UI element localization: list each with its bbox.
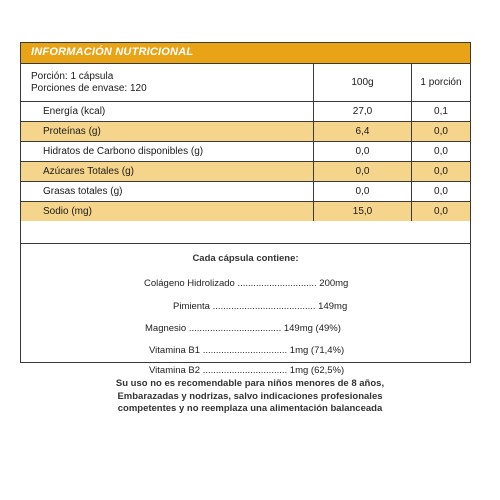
row-label: Hidratos de Carbono disponibles (g) [21,142,314,162]
row-per100: 15,0 [314,202,412,222]
row-label: Proteínas (g) [21,122,314,142]
row-portion: 0,0 [412,142,471,162]
warning-line: Embarazadas y nodrizas, salvo indicaciones profesionales [117,390,383,402]
row-portion: 0,0 [412,122,471,142]
ingredient-line: Colágeno Hidrolizado .............................. 200mg [144,278,349,289]
panel-title: INFORMACIÓN NUTRICIONAL [31,46,194,58]
column-header-portion: 1 porción [412,64,471,102]
row-label: Energía (kcal) [21,102,314,122]
row-label: Sodio (mg) [21,202,314,222]
nutrition-table [21,64,470,221]
row-per100: 6,4 [314,122,412,142]
row-portion: 0,0 [412,182,471,202]
ingredient-line: Pimienta ....................................... 149mg [173,301,348,312]
row-label: Grasas totales (g) [21,182,314,202]
table-row [21,122,470,142]
table-row [21,202,470,222]
table-row [21,142,470,162]
row-per100: 0,0 [314,142,412,162]
usage-warning [40,378,460,416]
row-portion: 0,0 [412,162,471,182]
table-row [21,182,470,202]
warning-line: competentes y no reemplaza una alimentación balanceada [117,403,383,414]
ingredient-line: Magnesio ................................... 149mg (49%) [145,323,341,334]
row-portion: 0,0 [412,202,471,222]
table-row [21,102,470,122]
servings-per-container: Porciones de envase: 120 [31,82,147,94]
panel-header [21,43,470,64]
serving-size: Porción: 1 cápsula [31,70,114,82]
row-label: Azúcares Totales (g) [21,162,314,182]
capsule-contents-section [21,243,470,376]
ingredient-line: Vitamina B2 ................................ 1mg (62,5%) [149,365,345,376]
row-portion: 0,1 [412,102,471,122]
warning-line: Su uso no es recomendable para niños menores de 8 años, [115,378,385,389]
nutrition-facts-panel [20,42,471,376]
row-per100: 0,0 [314,182,412,202]
serving-header-row [21,64,470,102]
row-per100: 27,0 [314,102,412,122]
serving-info [21,64,314,102]
ingredient-line: Vitamina B1 ................................ 1mg (71,4%) [149,345,345,356]
column-header-100g: 100g [314,64,412,102]
capsule-contents-title: Cada cápsula contiene: [192,253,299,264]
table-row [21,162,470,182]
row-per100: 0,0 [314,162,412,182]
